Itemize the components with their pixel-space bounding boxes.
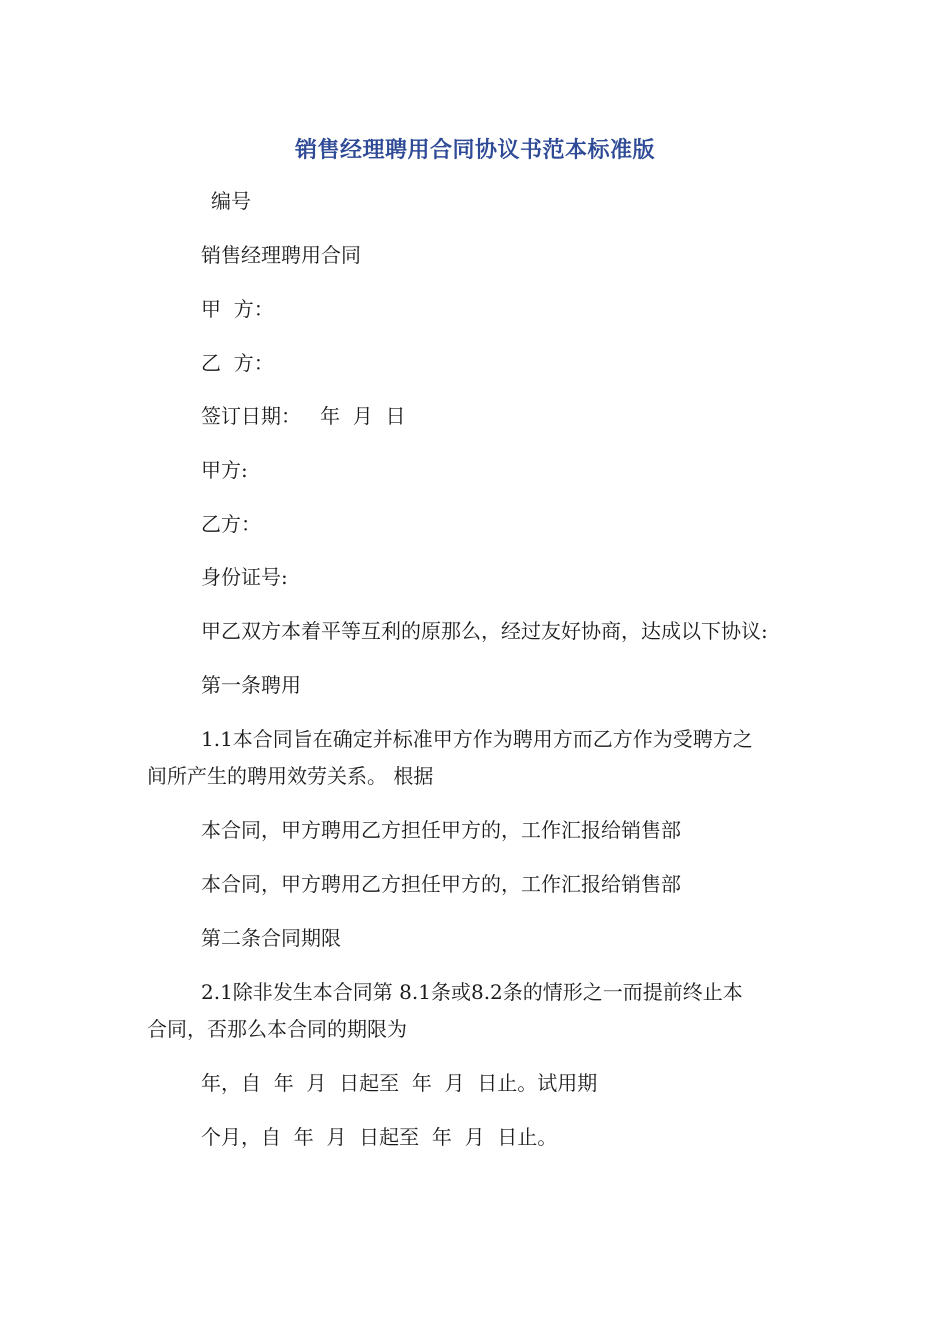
id-number-field: 身份证号: [201, 565, 288, 589]
clause-2-1-line-3: 年，自 年 月 日起至 年 月 日止。试用期 [201, 1071, 598, 1095]
clause-1-1-line-4: 本合同，甲方聘用乙方担任甲方的，工作汇报给销售部 [201, 872, 681, 896]
party-a-label: 甲 方： [201, 297, 274, 321]
clause-2-1-line-2: 合同，否那么本合同的期限为 [147, 1017, 407, 1041]
clause-1-1-line-1: 1.1本合同旨在确定并标准甲方作为聘用方而乙方作为受聘方之 [201, 727, 753, 751]
signing-date-label: 签订日期： 年 月 日 [201, 404, 406, 428]
article-2-heading: 第二条合同期限 [201, 926, 341, 950]
party-b-label: 乙 方： [201, 351, 274, 375]
contract-name: 销售经理聘用合同 [201, 243, 361, 267]
article-1-heading: 第一条聘用 [201, 673, 301, 697]
clause-1-1-line-3: 本合同，甲方聘用乙方担任甲方的，工作汇报给销售部 [201, 818, 681, 842]
clause-2-1-line-1: 2.1除非发生本合同第 8.1条或8.2条的情形之一而提前终止本 [201, 980, 743, 1004]
party-b-field: 乙方： [201, 512, 261, 536]
clause-1-1-line-2: 间所产生的聘用效劳关系。 根据 [147, 764, 434, 788]
preamble-paragraph: 甲乙双方本着平等互利的原那么，经过友好协商，达成以下协议: [201, 619, 768, 643]
serial-number-label: 编号 [211, 189, 251, 213]
party-a-field: 甲方: [201, 458, 248, 482]
clause-2-1-line-4: 个月，自 年 月 日起至 年 月 日止。 [201, 1125, 558, 1149]
document-title: 销售经理聘用合同协议书范本标准版 [294, 138, 655, 163]
